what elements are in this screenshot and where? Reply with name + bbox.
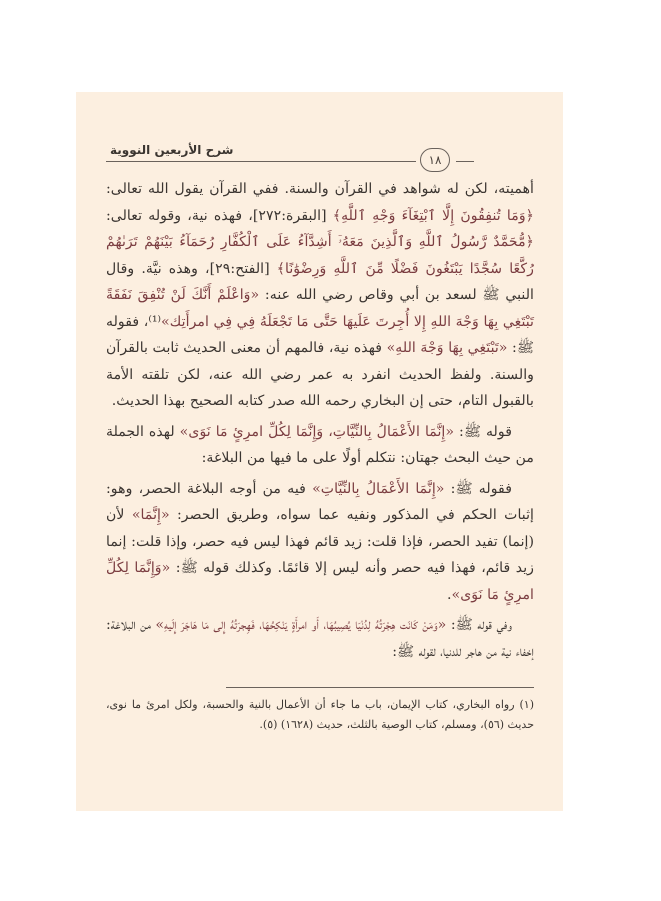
text-run: فقوله ﷺ: [444, 480, 512, 497]
body-text [106, 176, 534, 669]
text-run: [البقرة:٢٧٢]، فهذه نية، وقوله تعالى: [106, 207, 333, 224]
text-run: وفي قوله ﷺ: [446, 617, 512, 633]
page-header [106, 140, 536, 170]
paragraph [106, 419, 534, 472]
footnote: (١) رواه البخاري، كتاب الإيمان، باب ما جاء أن الأعمال بالنية والحسبة، ولكل امرئ ما نوى، حديث (٥٦)، ومسلم، كتاب الوصية بالثلث، حديث (١٦٢٨) (٥). [106, 698, 534, 731]
text-run: قوله ﷺ: [454, 423, 512, 440]
text-run: فهذه نية، فالمهم أن معنى الحديث ثابت بالقرآن والسنة. ولفظ الحديث انفرد به عمر رضي الله عنه، لكن تلقته الأمة بالقبول التام، حتى إن البخاري رحمه الله صدر كتابه الصحيح بهذا الحديث. [106, 340, 534, 409]
quoted-text: «إِنَّمَا الأَعْمَالُ بِالنِّيَّاتِ، وَإِنَّمَا لِكُلِّ امرِئٍ مَا نَوَى» [179, 423, 455, 440]
text-run: لأن (إنما) تفيد الحصر، فإذا قلت: زيد قائم فهذا ليس فيه حصر، وإذا قلت: إنما زيد قائم، فهذا فيه حصر وأنه ليس إلا قائمًا. وكذلك قوله ﷺ: [106, 507, 534, 576]
page-number-ornament [420, 148, 450, 172]
paragraph [106, 612, 534, 665]
book-page [76, 92, 563, 811]
text-run: ⁽¹⁾، فقوله ﷺ: [106, 313, 534, 356]
text-run: أهميته، لكن له شواهد في القرآن والسنة. ففي القرآن يقول الله تعالى: [106, 181, 534, 197]
quoted-text: «إِنَّمَا الأَعْمَالُ بِالنِّيَّاتِ» [312, 480, 445, 497]
quoted-text: ﴿وَمَا تُنفِقُونَ إِلَّا ٱبْتِغَآءَ وَجْهِ ٱللَّهِ﴾ [332, 207, 534, 224]
text-run: . [447, 586, 452, 603]
paragraph [106, 476, 534, 609]
text-run: لهذه الجملة من حيث البحث جهتان: نتكلم أولًا على ما فيها من البلاغة: [106, 423, 534, 466]
text-run: من البلاغة: إخفاء نية من هاجر للدنيا، لقوله ﷺ: [106, 617, 534, 660]
page-number: ١٨ [428, 153, 442, 167]
quoted-text: «إِنَّمَا» [131, 507, 170, 523]
text-run: فيه من أوجه البلاغة الحصر، وهو: إثبات الحكم في المذكور ونفيه عما سواه، وطريق الحصر: [106, 480, 534, 523]
quoted-text: ﴿مُّحَمَّدٌ رَّسُولُ ٱللَّهِ وَٱلَّذِينَ مَعَهُۥٓ أَشِدَّآءُ عَلَى ٱلْكُفَّارِ رُحَمَآءُ بَيْنَهُمْ تَرَىٰهُمْ رُكَّعًا سُجَّدًا يَبْتَغُونَ فَضْلًا مِّنَ ٱللَّهِ وَرِضْوَٰنًا﴾ [106, 234, 535, 277]
quoted-text: «تَبْتَغِي بِهَا وَجْهَ اللهِ» [386, 340, 508, 356]
running-title: شرح الأربعين النووية [110, 143, 234, 157]
footnote-separator [226, 687, 534, 688]
text-run: [الفتح:٢٩]، وهذه نيَّة. وقال النبي ﷺ لسعد بن أبي وقاص رضي الله عنه: [106, 260, 534, 303]
quoted-text: «وَإِنَّمَا لِكُلِّ امرِئٍ مَا نَوَى» [106, 560, 534, 603]
paragraph [106, 176, 534, 415]
header-rule [106, 161, 416, 162]
header-dash [456, 161, 474, 162]
quoted-text: «وَاعْلَمْ أَنَّكَ لَنْ تُنْفِقَ نَفَقَةً تَبْتَغِي بِهَا وَجْهَ اللهِ إِلا أُجِرتَ عَلَيهَا حَتَّى مَا تَجْعَلَهُ فِي فِي امرأَتِك» [106, 287, 534, 330]
quoted-text: «وَمَنْ كَانَت هِجْرَتُهُ لِدُنْيَا يُصِيبُهَا، أَو امرأَةٍ يَنْكِحُهَا، فَهِجرَتُهُ إِلى مَا هَاجَرَ إِلَيهِ» [155, 617, 447, 633]
